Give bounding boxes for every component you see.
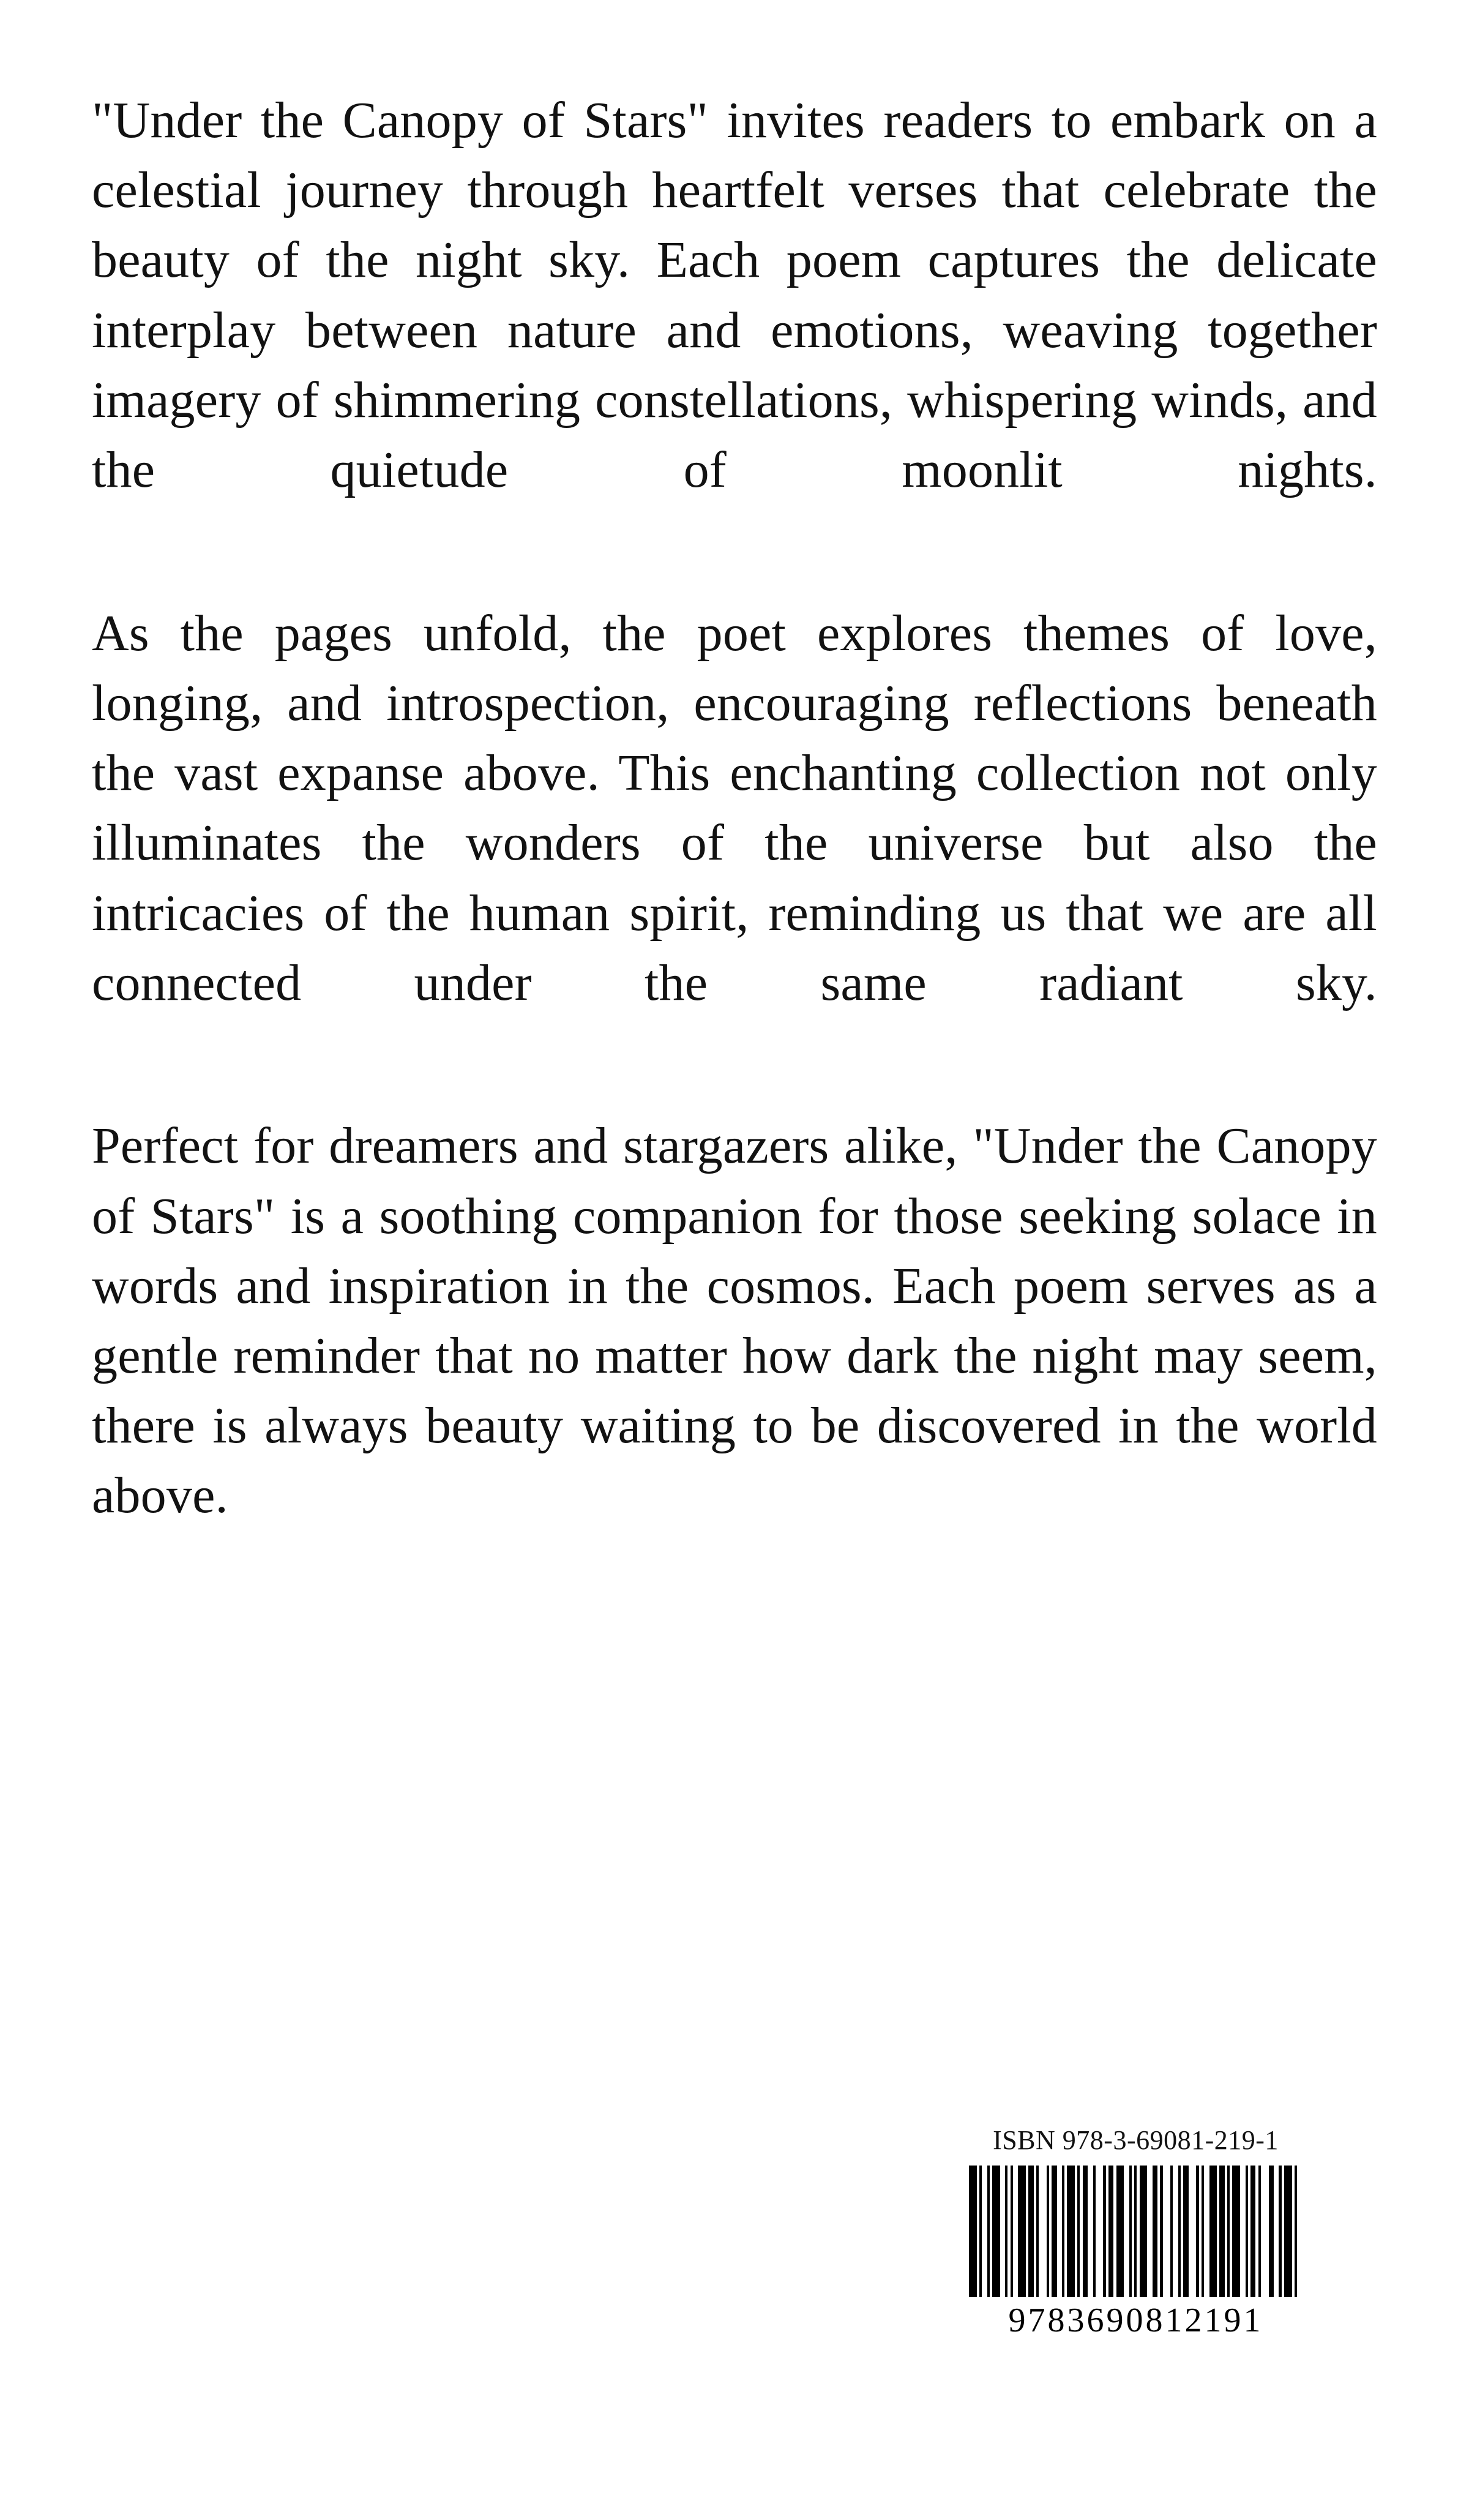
barcode-bar [1219, 2166, 1224, 2297]
barcode-bar [1240, 2166, 1245, 2297]
barcode-bar [1052, 2166, 1056, 2297]
barcode-bar [1124, 2166, 1129, 2297]
barcode-bar [1163, 2166, 1171, 2297]
barcode-bar [1261, 2166, 1269, 2297]
barcode-bar [1209, 2166, 1217, 2297]
barcode-bar [982, 2166, 987, 2297]
barcode-bar [1250, 2166, 1255, 2297]
barcode-bar [1028, 2166, 1033, 2297]
blurb-paragraph-3: Perfect for dreamers and stargazers alike, "Under the Canopy of Stars" is a soothing companion for those seeking solace in words and inspiration in the cosmos. Each poem serves as a gentle reminder that no matter how dark the night may seem, there is always beauty waiting to be discovered in the world above. [92, 1117, 1377, 1524]
barcode-bar [1147, 2166, 1152, 2297]
barcode-bar [1116, 2166, 1124, 2297]
blurb-paragraph-1: "Under the Canopy of Stars" invites readers to embark on a celestial journey through heartfelt verses that celebrate the beauty of the night sky. Each poem captures the delicate interplay between nature and emotions, weaving together imagery of shimmering constellations, whispering winds, and the quietude of moonlit nights. [92, 92, 1377, 499]
barcode-bar [992, 2166, 1000, 2297]
barcode-bar [1057, 2166, 1062, 2297]
barcode-image [969, 2166, 1303, 2297]
barcode-bar [1232, 2166, 1240, 2297]
barcode-bar [1013, 2166, 1018, 2297]
isbn-label: ISBN 978-3-69081-219-1 [993, 2125, 1279, 2155]
barcode-bar [1153, 2166, 1157, 2297]
barcode-bar [969, 2166, 977, 2297]
barcode-bar [1173, 2166, 1178, 2297]
barcode-bar [1284, 2166, 1292, 2297]
barcode-number: 9783690812191 [1008, 2301, 1263, 2339]
blurb-text-block [92, 86, 1377, 1601]
barcode-bar [1088, 2166, 1093, 2297]
barcode-bar [1189, 2166, 1197, 2297]
barcode-bar [1204, 2166, 1209, 2297]
barcode-bar [1096, 2166, 1104, 2297]
barcode-bar [1108, 2166, 1113, 2297]
barcode-bar [1000, 2166, 1005, 2297]
barcode-bar [1269, 2166, 1274, 2297]
barcode-bar [1274, 2166, 1279, 2297]
barcode-bar [1067, 2166, 1075, 2297]
barcode-bar [1297, 2166, 1302, 2297]
blurb-paragraph-2: As the pages unfold, the poet explores themes of love, longing, and introspection, encouraging reflections beneath the vast expanse above. This enchanting collection not only illuminates the wonders of the universe but also the intricacies of the human spirit, reminding us that we are all connected under the same radiant sky. [92, 604, 1377, 1011]
isbn-barcode-block [969, 2124, 1303, 2340]
barcode-bar [1140, 2166, 1148, 2297]
barcode-bar [1039, 2166, 1047, 2297]
barcode-bar [1018, 2166, 1026, 2297]
barcode-bar [1083, 2166, 1088, 2297]
barcode-bar [1183, 2166, 1188, 2297]
